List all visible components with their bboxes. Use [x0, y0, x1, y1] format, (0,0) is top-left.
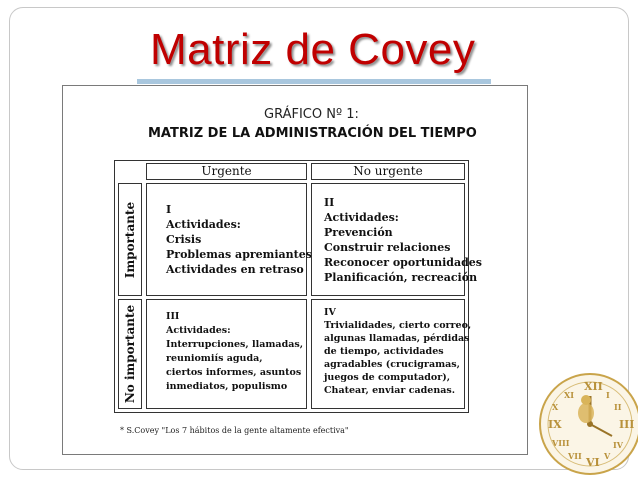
- quadrant-line: algunas llamadas, pérdidas: [324, 333, 470, 344]
- quadrant-line: Actividades:: [166, 218, 241, 231]
- quadrant-line: de tiempo, actividades: [324, 346, 444, 357]
- figure-label: GRÁFICO Nº 1:: [264, 107, 359, 122]
- quadrant-line: Trivialidades, cierto correo,: [324, 320, 472, 331]
- row-label-not-important: No importante: [123, 304, 137, 404]
- svg-text:X: X: [552, 402, 559, 412]
- svg-text:I: I: [606, 390, 610, 400]
- quadrant-line: ciertos informes, asuntos: [166, 367, 302, 378]
- quadrant-line: Prevención: [324, 226, 393, 239]
- quadrant-line: reuniomiís aguda,: [166, 353, 263, 364]
- quadrant-line: juegos de computador),: [324, 372, 451, 383]
- quadrant-numeral: IV: [324, 307, 336, 318]
- quadrant-line: Actividades en retraso: [166, 263, 304, 276]
- clock-icon: [526, 358, 638, 479]
- quadrant-line: Interrupciones, llamadas,: [166, 339, 304, 350]
- footnote: * S.Covey "Los 7 hábitos de la gente altamente efectiva": [120, 426, 349, 435]
- title-underline-bar: [137, 79, 491, 84]
- row-label-important: Importante: [123, 201, 137, 278]
- quadrant-line: Construir relaciones: [324, 241, 451, 254]
- quadrant-line: Reconocer oportunidades: [324, 256, 482, 269]
- matrix-heading: MATRIZ DE LA ADMINISTRACIÓN DEL TIEMPO: [148, 126, 477, 141]
- svg-text:V: V: [604, 451, 611, 461]
- svg-text:VII: VII: [568, 451, 582, 461]
- quadrant-numeral: III: [166, 311, 180, 322]
- column-header-not-urgent: No urgente: [311, 163, 465, 180]
- row-header-not-important: [118, 299, 142, 409]
- svg-text:II: II: [614, 402, 622, 412]
- svg-text:VI: VI: [586, 456, 600, 469]
- svg-text:IV: IV: [613, 440, 623, 450]
- svg-text:III: III: [619, 418, 635, 431]
- quadrant-2: [311, 183, 482, 296]
- svg-text:XI: XI: [564, 390, 574, 400]
- svg-text:XII: XII: [584, 380, 603, 393]
- row-header-important: [118, 183, 142, 296]
- quadrant-numeral: I: [166, 203, 172, 216]
- quadrant-3: [146, 299, 307, 409]
- quadrant-line: agradables (crucigramas,: [324, 359, 460, 370]
- quadrant-line: Chatear, enviar cadenas.: [324, 385, 456, 396]
- quadrant-1: [146, 183, 312, 296]
- quadrant-line: Actividades:: [166, 325, 231, 336]
- svg-text:VIII: VIII: [552, 438, 570, 448]
- quadrant-numeral: II: [324, 196, 335, 209]
- quadrant-4: [311, 299, 472, 409]
- quadrant-line: inmediatos, populismo: [166, 381, 288, 392]
- quadrant-line: Planificación, recreación: [324, 271, 478, 284]
- slide-title: Matriz de Covey: [150, 25, 476, 74]
- quadrant-line: Actividades:: [324, 211, 399, 224]
- quadrant-line: Crisis: [166, 233, 202, 246]
- column-header-urgent: Urgente: [146, 163, 307, 180]
- quadrant-line: Problemas apremiantes: [166, 248, 312, 261]
- svg-text:IX: IX: [548, 418, 562, 431]
